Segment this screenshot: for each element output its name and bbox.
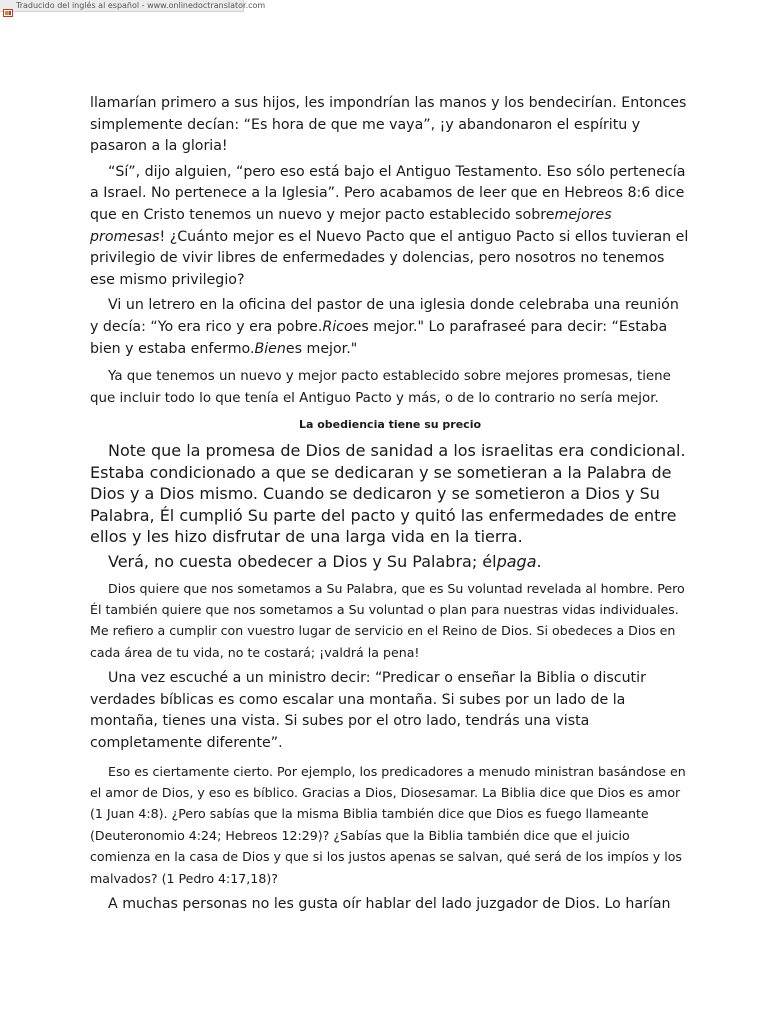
paragraph-6 [90,551,690,573]
paragraph-8: Una vez escuché a un ministro decir: “Predicar o enseñar la Biblia o discutir verdades bíblicas es como escalar una montaña. Si subes por un lado de la montaña, tienes una vista. Si subes por el otro lado, tendrás una vista completamente diferente”. [90,670,646,751]
paragraph-6-emphasis: paga [496,551,537,571]
paragraph-9-text-b: amar. La Biblia dice que Dios es amor (1 Juan 4:8). ¿Pero sabías que la misma Biblia también dice que Dios es fuego llameante (Deuteronomio 4:24; Hebreos 12:29)? ¿Sabías que la Biblia también dice que el juicio comienza en la casa de Dios y que si los justos apenas se salvan, qué será de los impíos y los malvados? (1 Pedro 4:17,18)? [90,784,682,886]
paragraph-9 [90,761,690,889]
document-page [90,93,690,916]
translator-logo-icon [3,2,13,10]
translator-banner[interactable] [0,0,266,12]
paragraph-3-text-b: es mejor." Lo parafraseé para decir: “Estaba bien y estaba enfermo. [90,318,668,357]
paragraph-3-emphasis-1: Rico [322,318,353,335]
paragraph-2-text-b: ! ¿Cuánto mejor es el Nuevo Pacto que el antiguo Pacto si ellos tuvieran el privilegio de vivir libres de enfermedades y dolencias, pero nosotros no tenemos ese mismo privilegio? [90,228,689,288]
paragraph-2 [90,162,690,292]
paragraph-3 [90,295,690,360]
paragraph-4: Ya que tenemos un nuevo y mejor pacto establecido sobre mejores promesas, tiene que incluir todo lo que tenía el Antiguo Pacto y más, o de lo contrario no sería mejor. [90,369,671,406]
paragraph-3-text-c: es mejor." [285,340,358,357]
paragraph-9-emphasis: es [428,784,443,800]
paragraph-1: llamarían primero a sus hijos, les impondrían las manos y los bendecirían. Entonces simplemente decían: “Es hora de que me vaya”, ¡y abandonaron el espíritu y pasaron a la gloria! [90,95,687,155]
paragraph-6-text-b: . [536,551,542,571]
paragraph-5: Note que la promesa de Dios de sanidad a los israelitas era condicional. Estaba condicionado a que se dedicaran y se sometieran a la Palabra de Dios y a Dios mismo. Cuando se dedicaron y se sometieron a Dios y Su Palabra, Él cumplió Su parte del pacto y quitó las enfermedades de entre ellos y les hizo disfrutar de una larga vida en la tierra. [90,440,686,547]
paragraph-10: A muchas personas no les gusta oír hablar del lado juzgador de Dios. Lo harían [108,895,671,912]
paragraph-3-text-a: Vi un letrero en la oficina del pastor de una iglesia donde celebraba una reunión y decía: “Yo era rico y era pobre. [90,297,679,335]
paragraph-9-text-a: Eso es ciertamente cierto. Por ejemplo, los predicadores a menudo ministran basándose en el amor de Dios, y eso es bíblico. Gracias a Dios, Dios [90,763,686,800]
paragraph-7: Dios quiere que nos sometamos a Su Palabra, que es Su voluntad revelada al hombre. Pero Él también quiere que nos sometamos a Su voluntad o plan para nuestras vidas individuales. Me refiero a cumplir con vuestro lugar de servicio en el Reino de Dios. Si obedeces a Dios en cada área de tu vida, no te costará; ¡valdrá la pena! [90,580,685,660]
paragraph-3-emphasis-2: Bien [254,340,286,357]
translator-banner-text[interactable]: Traducido del inglés al español - www.onlinedoctranslator.com [16,1,266,10]
section-heading: La obediencia tiene su precio [298,417,482,431]
paragraph-2-emphasis: mejores promesas [90,206,612,245]
paragraph-2-text-a: “Sí”, dijo alguien, “pero eso está bajo el Antiguo Testamento. Eso sólo pertenecía a Israel. No pertenece a la Iglesia”. Pero acabamos de leer que en Hebreos 8:6 dice que en Cristo tenemos un nuevo y mejor pacto establecido sobre [90,163,686,223]
paragraph-6-text-a: Verá, no cuesta obedecer a Dios y Su Palabra; él [108,551,497,571]
